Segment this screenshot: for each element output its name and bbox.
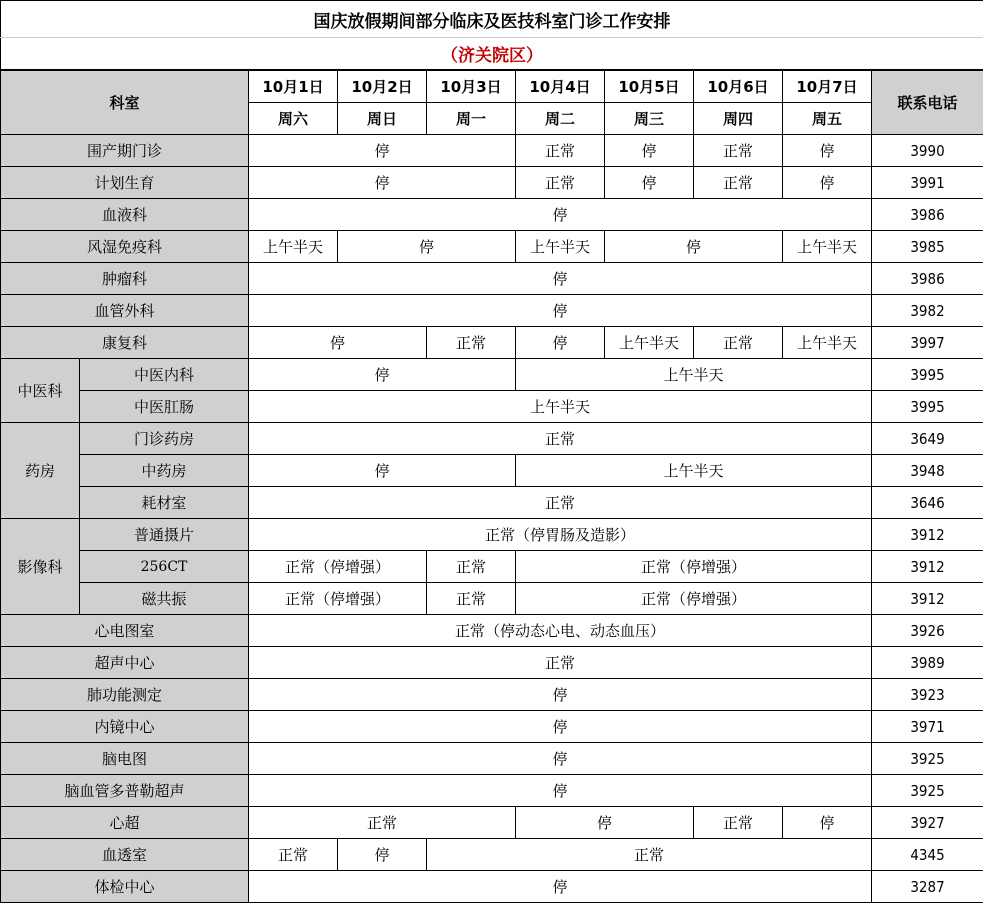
schedule-cell: 正常 (249, 647, 872, 679)
group-imaging: 影像科 (1, 519, 80, 615)
dept-name: 普通摄片 (80, 519, 249, 551)
phone-cell: 3995 (872, 359, 983, 391)
schedule-cell: 正常 (427, 583, 516, 615)
table-row (1, 583, 983, 615)
schedule-cell: 上午半天 (516, 359, 872, 391)
schedule-cell: 正常（停胃肠及造影） (249, 519, 872, 551)
table-row (1, 231, 983, 263)
phone-cell: 3923 (872, 679, 983, 711)
schedule-cell: 上午半天 (516, 231, 605, 263)
schedule-cell: 正常 (249, 839, 338, 871)
schedule-cell: 停 (249, 775, 872, 807)
phone-header: 联系电话 (872, 70, 983, 135)
table-row (1, 135, 983, 167)
phone-cell: 3989 (872, 647, 983, 679)
table-row (1, 487, 983, 519)
group-pharmacy: 药房 (1, 423, 80, 519)
dept-name: 脑血管多普勒超声 (1, 775, 249, 807)
phone-cell: 3985 (872, 231, 983, 263)
dept-name: 磁共振 (80, 583, 249, 615)
table-row (1, 391, 983, 423)
schedule-cell: 停 (249, 263, 872, 295)
date-header: 10月2日 (338, 70, 427, 103)
schedule-cell: 上午半天 (249, 391, 872, 423)
weekday-header: 周三 (605, 103, 694, 135)
schedule-cell: 正常 (427, 327, 516, 359)
table-row (1, 839, 983, 871)
schedule-cell: 停 (338, 231, 516, 263)
table-row (1, 263, 983, 295)
schedule-cell: 上午半天 (516, 455, 872, 487)
schedule-cell: 停 (783, 807, 872, 839)
schedule-cell: 正常 (249, 807, 516, 839)
schedule-cell: 正常（停增强） (249, 551, 427, 583)
phone-cell: 3927 (872, 807, 983, 839)
phone-cell: 3925 (872, 775, 983, 807)
phone-cell: 3990 (872, 135, 983, 167)
dept-name: 内镜中心 (1, 711, 249, 743)
dept-name: 血管外科 (1, 295, 249, 327)
dept-name: 肺功能测定 (1, 679, 249, 711)
table-row (1, 807, 983, 839)
schedule-cell: 上午半天 (605, 327, 694, 359)
phone-cell: 3646 (872, 487, 983, 519)
dept-name: 中药房 (80, 455, 249, 487)
phone-cell: 3912 (872, 519, 983, 551)
dept-name: 耗材室 (80, 487, 249, 519)
phone-cell: 3912 (872, 551, 983, 583)
schedule-cell: 上午半天 (783, 231, 872, 263)
schedule-cell: 停 (249, 359, 516, 391)
dept-name: 门诊药房 (80, 423, 249, 455)
weekday-header: 周二 (516, 103, 605, 135)
table-row (1, 167, 983, 199)
table-row (1, 615, 983, 647)
schedule-cell: 停 (249, 295, 872, 327)
schedule-cell: 停 (605, 135, 694, 167)
schedule-cell: 停 (516, 807, 694, 839)
schedule-cell: 停 (249, 199, 872, 231)
dept-name: 脑电图 (1, 743, 249, 775)
phone-cell: 3925 (872, 743, 983, 775)
table-row (1, 519, 983, 551)
table-row (1, 743, 983, 775)
date-header: 10月6日 (694, 70, 783, 103)
phone-cell: 3948 (872, 455, 983, 487)
date-header: 10月5日 (605, 70, 694, 103)
phone-cell: 3287 (872, 871, 983, 903)
table-row (1, 359, 983, 391)
dept-header: 科室 (1, 70, 249, 135)
schedule-cell: 正常（停增强） (249, 583, 427, 615)
weekday-header: 周一 (427, 103, 516, 135)
dept-name: 256CT (80, 551, 249, 583)
weekday-header: 周五 (783, 103, 872, 135)
table-row (1, 199, 983, 231)
phone-cell: 3995 (872, 391, 983, 423)
dept-name: 超声中心 (1, 647, 249, 679)
schedule-cell: 停 (605, 167, 694, 199)
dept-name: 血透室 (1, 839, 249, 871)
weekday-header: 周六 (249, 103, 338, 135)
group-tcm: 中医科 (1, 359, 80, 423)
table-row (1, 775, 983, 807)
schedule-cell: 正常 (516, 167, 605, 199)
schedule-cell: 正常 (694, 167, 783, 199)
phone-cell: 3991 (872, 167, 983, 199)
weekday-header: 周四 (694, 103, 783, 135)
schedule-cell: 正常 (249, 423, 872, 455)
schedule-cell: 停 (249, 455, 516, 487)
dept-name: 肿瘤科 (1, 263, 249, 295)
table-row (1, 423, 983, 455)
table-row (1, 871, 983, 903)
dept-name: 心电图室 (1, 615, 249, 647)
table-row (1, 711, 983, 743)
schedule-cell: 上午半天 (783, 327, 872, 359)
phone-cell: 3997 (872, 327, 983, 359)
dept-name: 围产期门诊 (1, 135, 249, 167)
schedule-cell: 停 (249, 327, 427, 359)
schedule-cell: 停 (249, 743, 872, 775)
schedule-cell: 正常 (249, 487, 872, 519)
phone-cell: 3971 (872, 711, 983, 743)
weekday-header: 周日 (338, 103, 427, 135)
date-header: 10月4日 (516, 70, 605, 103)
schedule-cell: 正常（停增强） (516, 583, 872, 615)
date-header: 10月3日 (427, 70, 516, 103)
page-title: 国庆放假期间部分临床及医技科室门诊工作安排 (1, 1, 983, 38)
schedule-cell: 停 (605, 231, 783, 263)
schedule-cell: 正常 (516, 135, 605, 167)
dept-name: 血液科 (1, 199, 249, 231)
table-row (1, 455, 983, 487)
schedule-cell: 停 (249, 135, 516, 167)
dept-name: 风湿免疫科 (1, 231, 249, 263)
table-row (1, 551, 983, 583)
dept-name: 中医内科 (80, 359, 249, 391)
table-row (1, 647, 983, 679)
date-header: 10月7日 (783, 70, 872, 103)
schedule-cell: 停 (783, 135, 872, 167)
table-row (1, 295, 983, 327)
dept-name: 体检中心 (1, 871, 249, 903)
schedule-cell: 停 (249, 711, 872, 743)
schedule-cell: 停 (516, 327, 605, 359)
schedule-cell: 停 (249, 679, 872, 711)
phone-cell: 3986 (872, 199, 983, 231)
schedule-cell: 正常 (694, 807, 783, 839)
phone-cell: 3649 (872, 423, 983, 455)
dept-name: 康复科 (1, 327, 249, 359)
phone-cell: 3982 (872, 295, 983, 327)
schedule-cell: 正常 (694, 135, 783, 167)
phone-cell: 3912 (872, 583, 983, 615)
phone-cell: 3986 (872, 263, 983, 295)
schedule-cell: 上午半天 (249, 231, 338, 263)
schedule-cell: 正常 (694, 327, 783, 359)
dept-name: 计划生育 (1, 167, 249, 199)
phone-cell: 3926 (872, 615, 983, 647)
schedule-cell: 停 (338, 839, 427, 871)
schedule-cell: 停 (249, 167, 516, 199)
table-row (1, 327, 983, 359)
schedule-cell: 正常 (427, 551, 516, 583)
schedule-cell: 正常（停动态心电、动态血压） (249, 615, 872, 647)
campus-subtitle: （济关院区） (1, 38, 983, 71)
table-row (1, 679, 983, 711)
dept-name: 心超 (1, 807, 249, 839)
date-header: 10月1日 (249, 70, 338, 103)
schedule-cell: 正常（停增强） (516, 551, 872, 583)
phone-cell: 4345 (872, 839, 983, 871)
schedule-cell: 停 (783, 167, 872, 199)
dept-name: 中医肛肠 (80, 391, 249, 423)
schedule-cell: 停 (249, 871, 872, 903)
schedule-cell: 正常 (427, 839, 872, 871)
